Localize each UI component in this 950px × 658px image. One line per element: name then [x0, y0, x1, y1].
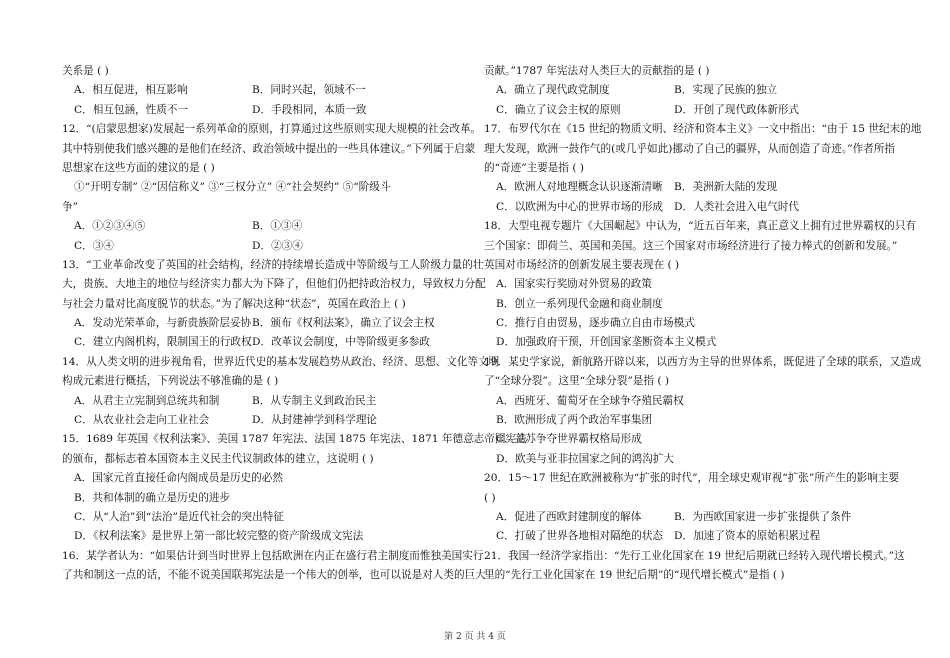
question-text-line: 了共和制这一点的话，不能不说美国联邦宪法是一个伟大的创举，也可以说是对人类的巨大 — [62, 569, 486, 582]
question-text-line: 三个国家：即荷兰、英国和美国。这三个国家对市场经济进行了接力棒式的创新和发展。” — [484, 239, 898, 252]
option-row — [484, 178, 896, 197]
option-text: C．从农业社会走向工业社会 — [74, 414, 210, 427]
option-text: C．以欧洲为中心的世界市场的形成 — [496, 200, 664, 213]
option-text: D．从封建神学到科学理论 — [252, 414, 378, 427]
option-text: D．开创了现代政体新形式 — [674, 103, 800, 116]
option-line: C．从“人治”到“法治”是近代社会的突出特征 — [74, 510, 284, 523]
option-text: B．①③④ — [252, 220, 303, 233]
option-row — [62, 314, 467, 333]
page-footer: 第 2 页 共 4 页 — [444, 632, 506, 642]
question-text-line: 关系是 ( ) — [62, 65, 109, 77]
option-text: C．相互包涵，性质不一 — [74, 103, 189, 116]
question-text-line: 了“全球分裂”。这里“全球分裂”是指 ( ) — [484, 375, 669, 388]
option-text: A．发动光荣革命，与新贵族阶层妥协 — [74, 317, 252, 330]
question-text-line: 20．15～17 世纪在欧洲被称为“扩张的时代”，用全球史观审视“扩张”所产生的影响主要 — [484, 472, 900, 485]
option-text: C．建立内阁机构，限制国王的行政权 — [74, 336, 252, 349]
question-text-line: 构成元素进行概括，下列说法不够准确的是 ( ) — [62, 375, 279, 388]
question-text-line: 的颁布，都标志着本国资本主义民主代议制政体的建立，这说明 ( ) — [62, 452, 374, 465]
option-line: C．推行自由贸易，逐步确立自由市场模式 — [496, 317, 695, 330]
option-row — [484, 198, 896, 217]
question-text-line: 21．我国一经济学家指出：“先行工业化国家在 19 世纪后期就已经转入现代增长模式。”这 — [484, 549, 905, 562]
question-text-line: 贡献。”1787 年宪法对人类巨大的贡献指的是 ( ) — [484, 65, 710, 77]
option-text: C．③④ — [74, 239, 114, 252]
option-text: D．加速了资本的原始积累过程 — [674, 530, 821, 543]
option-text: A．①②③④⑤ — [74, 220, 146, 233]
option-row — [62, 392, 467, 411]
right-column — [484, 62, 922, 586]
option-line: C．美苏争夺世界霸权格局形成 — [496, 433, 642, 446]
option-row — [62, 237, 467, 256]
option-line: A．国家实行奖励对外贸易的政策 — [496, 278, 652, 291]
option-text: D．人类社会进入电气时代 — [674, 200, 800, 213]
option-line: A．西班牙、葡萄牙在全球争夺殖民霸权 — [496, 394, 684, 407]
question-text-line: 理大发现，欧洲一鼓作气的(或几乎如此)挪动了自己的疆界，从而创造了奇迹。”作者所指 — [484, 142, 895, 155]
option-row — [62, 217, 467, 236]
question-text-line: 思想家在这些方面的建议的是 ( ) — [62, 161, 215, 174]
option-row — [484, 101, 896, 120]
option-text: B．从专制主义到政治民主 — [252, 394, 377, 407]
option-line: ①“开明专制” ②“因信称义” ③“三权分立” ④“社会契约” ⑤“阶级斗 — [74, 181, 391, 194]
option-line: D．《权利法案》是世界上第一部比较完整的资产阶级成文宪法 — [74, 530, 364, 543]
option-text: B．实现了民族的独立 — [674, 84, 778, 97]
question-text-line: 英国对市场经济的创新发展主要表现在 ( ) — [484, 258, 680, 271]
question-text-line: 17．布罗代尔在《15 世纪的物质文明、经济和资本主义》一文中指出：“由于 15 世纪末的地 — [484, 123, 922, 136]
question-text-line: 14．从人类文明的进步视角看，世界近代史的基本发展趋势从政治、经济、思想、文化等文明 — [62, 355, 500, 368]
question-text-line: 其中特别使我们感兴趣的是他们在经济、政治领域中提出的一些具体建议。”下列属于启蒙 — [62, 142, 476, 155]
option-row — [62, 333, 467, 352]
option-text: A．促进了西欧封建制度的解体 — [496, 510, 642, 523]
option-text: A．相互促进，相互影响 — [74, 84, 188, 97]
option-row — [484, 508, 896, 527]
option-line: B．创立一系列现代金融和商业制度 — [496, 297, 663, 310]
option-text: D．手段相同，本质一致 — [252, 103, 367, 116]
option-text: A．从君主立宪制到总统共和制 — [74, 394, 220, 407]
option-text: C．打破了世界各地相对隔绝的状态 — [496, 530, 664, 543]
option-text: B．为西欧国家进一步扩张提供了条件 — [674, 510, 852, 523]
question-text-line: 18．大型电视专题片《大国崛起》中认为，“近五百年来，真正意义上拥有过世界霸权的只有 — [484, 220, 917, 233]
question-text-line: 16．某学者认为：“如果估计到当时世界上包括欧洲在内正在盛行君主制度而惟独美国实行 — [62, 549, 484, 562]
option-text: A．欧洲人对地理概念认识逐渐清晰 — [496, 181, 663, 194]
question-text-line: 15．1689 年英国《权利法案》、美国 1787 年宪法、法国 1875 年宪法、1871 年德意志帝国宪法 — [62, 433, 527, 446]
option-text: C．确立了议会主权的原则 — [496, 103, 621, 116]
option-line: D．欧美与亚非拉国家之间的鸿沟扩大 — [496, 452, 674, 465]
question-text-line: 13．“工业革命改变了英国的社会结构，经济的持续增长造成中等阶级与工人阶级力量的壮 — [62, 258, 484, 271]
option-text: B．同时兴起，领域不一 — [252, 84, 366, 97]
option-row — [62, 411, 467, 430]
question-text-line: 19．某史学家说，新航路开辟以来，以西方为主导的世界体系，既促进了全球的联系，又造成 — [484, 355, 922, 368]
option-text: B．颁布《权利法案》，确立了议会主权 — [252, 317, 435, 330]
question-text-line: 与社会力量对比高度脱节的状态。”为了解决这种“状态”，英国在政治上 ( ) — [62, 297, 406, 310]
option-text: A．确立了现代政党制度 — [496, 84, 610, 97]
option-row — [484, 527, 896, 546]
question-text-line: 12．“(启蒙思想家)发展起一系列革命的原则，打算通过这些原则实现大规模的社会改革。 — [62, 123, 482, 136]
option-text: B．美洲新大陆的发现 — [674, 181, 778, 194]
question-text-line: 大，贵族、大地主的地位与经济实力都大为下降了，但他们仍把持政治权力，导致权力分配 — [62, 278, 486, 291]
option-text: D．②③④ — [252, 239, 303, 252]
option-row — [62, 81, 467, 100]
question-text-line: 争” — [62, 200, 79, 213]
question-text-line: 里的“先行工业化国家在 19 世纪后期”的“现代增长模式”是指 ( ) — [484, 569, 785, 582]
question-text-line: ( ) — [484, 491, 496, 504]
option-line: B．共和体制的确立是历史的进步 — [74, 491, 231, 504]
option-text: D．改革议会制度，中等阶级更多参政 — [252, 336, 430, 349]
option-row — [484, 81, 896, 100]
left-column — [62, 62, 527, 586]
option-line: D．加强政府干预，开创国家垄断资本主义模式 — [496, 336, 717, 349]
option-row — [62, 101, 467, 120]
option-line: B．欧洲形成了两个政治军事集团 — [496, 414, 653, 427]
option-line: A．国家元首直接任命内阁成员是历史的必然 — [74, 472, 283, 485]
question-text-line: 的“奇迹”主要是指 ( ) — [484, 161, 584, 174]
